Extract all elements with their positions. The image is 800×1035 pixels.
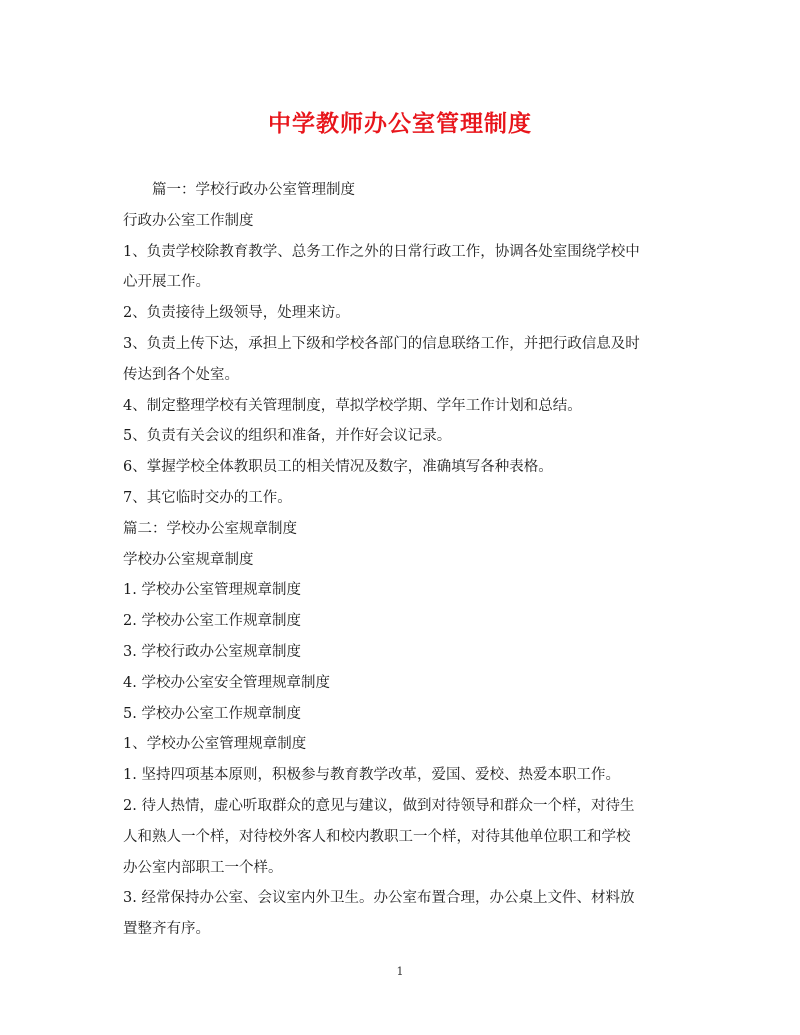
document-title: 中学教师办公室管理制度 bbox=[268, 111, 532, 137]
paragraph-line: 6、掌握学校全体教职员工的相关情况及数字，准确填写各种表格。 bbox=[123, 459, 553, 476]
paragraph-line: 4、制定整理学校有关管理制度，草拟学校学期、学年工作计划和总结。 bbox=[123, 397, 582, 414]
list-item: 2. 学校办公室工作规章制度 bbox=[123, 613, 301, 630]
paragraph-line: 1、负责学校除教育教学、总务工作之外的日常行政工作，协调各处室围绕学校中 bbox=[123, 243, 640, 260]
paragraph-line: 5、负责有关会议的组织和准备，并作好会议记录。 bbox=[123, 428, 452, 445]
paragraph-line: 心开展工作。 bbox=[123, 274, 210, 291]
paragraph-line: 传达到各个处室。 bbox=[123, 366, 239, 383]
paragraph-line: 2. 待人热情，虚心听取群众的意见与建议，做到对待领导和群众一个样，对待生 bbox=[123, 797, 635, 814]
page-number: 1 bbox=[396, 965, 404, 978]
paragraph-line: 1. 坚持四项基本原则，积极参与教育教学改革，爱国、爱校、热爱本职工作。 bbox=[123, 767, 620, 784]
paragraph-line: 办公室内部职工一个样。 bbox=[123, 859, 283, 876]
paragraph-line: 篇二：学校办公室规章制度 bbox=[123, 520, 297, 537]
paragraph-line: 人和熟人一个样，对待校外客人和校内教职工一个样，对待其他单位职工和学校 bbox=[123, 828, 631, 845]
list-item: 5. 学校办公室工作规章制度 bbox=[123, 705, 301, 722]
list-item: 1. 学校办公室管理规章制度 bbox=[123, 582, 301, 599]
paragraph-line: 7、其它临时交办的工作。 bbox=[123, 489, 292, 506]
paragraph-line: 行政办公室工作制度 bbox=[123, 212, 254, 229]
paragraph-line: 学校办公室规章制度 bbox=[123, 551, 254, 568]
list-item: 4. 学校办公室安全管理规章制度 bbox=[123, 674, 330, 691]
list-item: 3. 学校行政办公室规章制度 bbox=[123, 643, 301, 660]
paragraph-line: 3. 经常保持办公室、会议室内外卫生。办公室布置合理，办公桌上文件、材料放 bbox=[123, 890, 635, 907]
paragraph-line: 篇一：学校行政办公室管理制度 bbox=[152, 182, 355, 198]
paragraph-line: 2、负责接待上级领导，处理来访。 bbox=[123, 305, 350, 322]
document-body bbox=[123, 175, 683, 945]
paragraph-line: 置整齐有序。 bbox=[123, 921, 210, 938]
paragraph-line: 3、负责上传下达，承担上下级和学校各部门的信息联络工作，并把行政信息及时 bbox=[123, 335, 640, 352]
paragraph-line: 1、学校办公室管理规章制度 bbox=[123, 736, 307, 753]
